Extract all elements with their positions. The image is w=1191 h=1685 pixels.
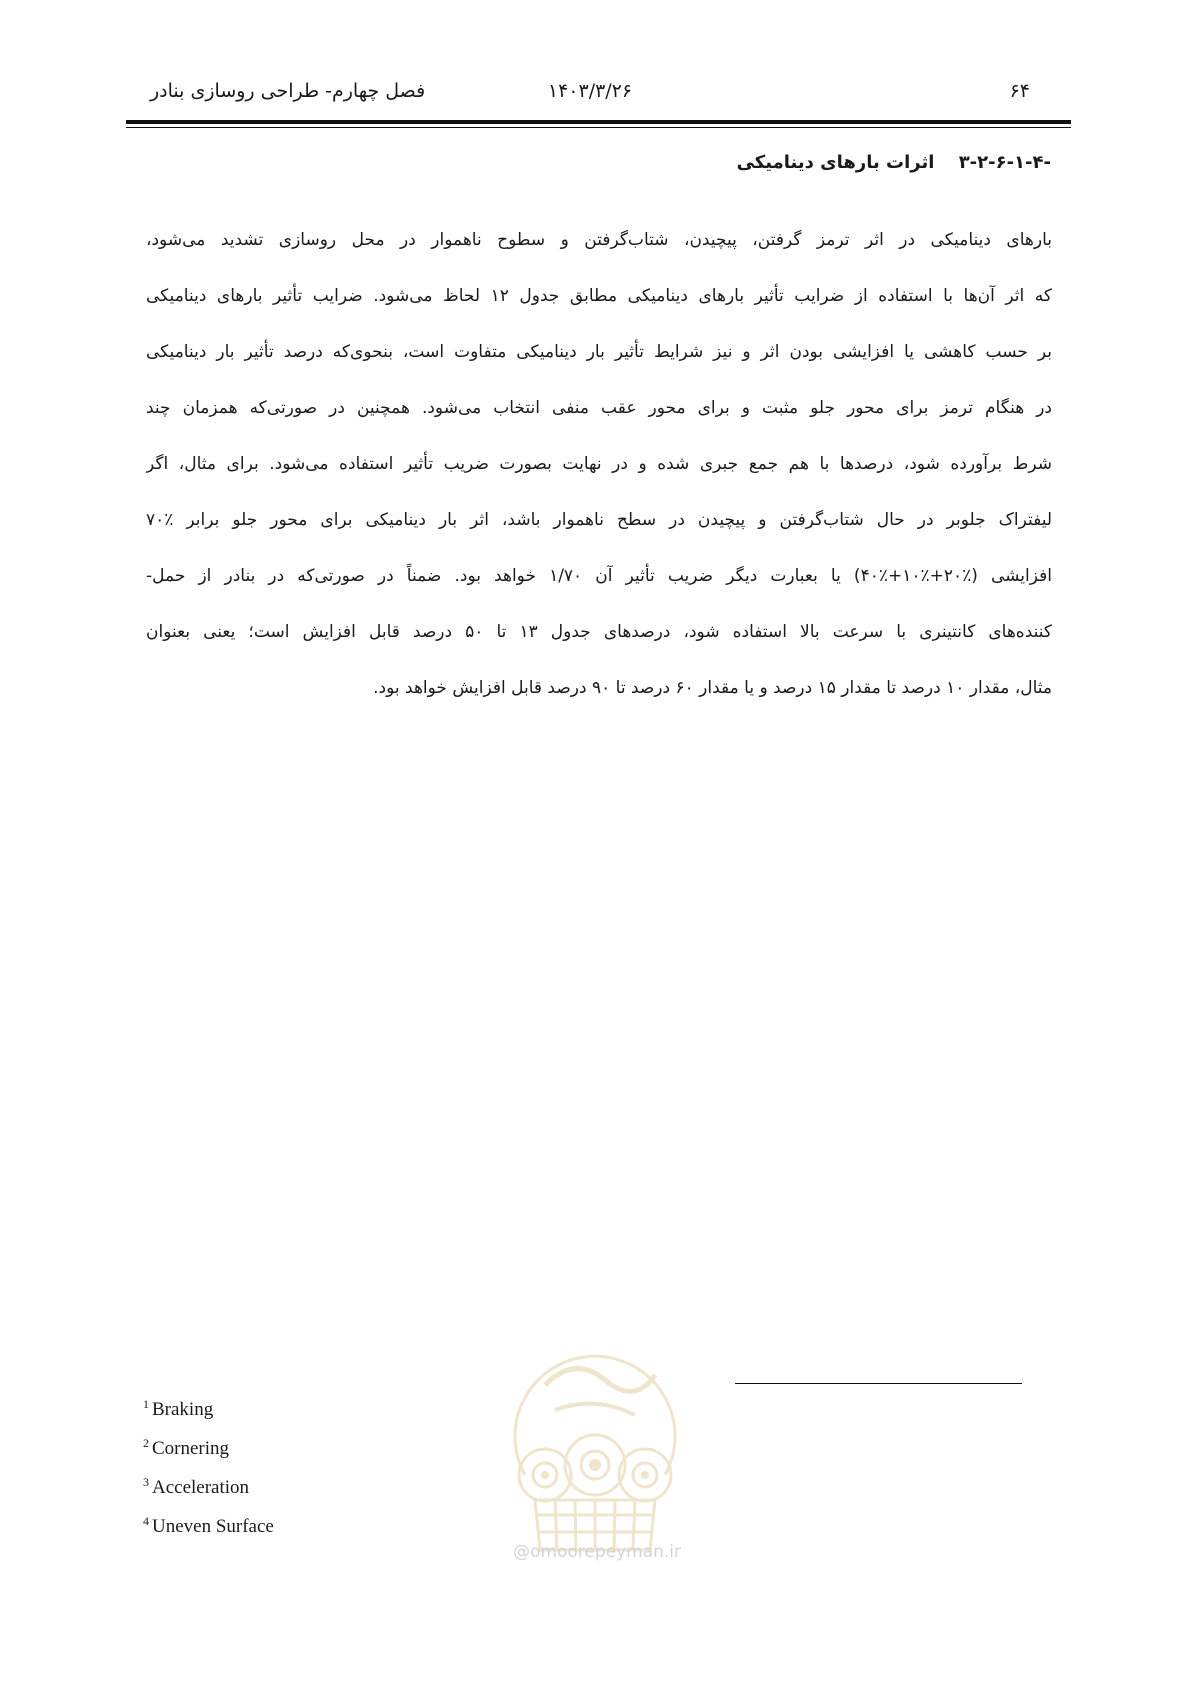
watermark-logo-icon [495, 1325, 695, 1570]
page-number: ۶۴ [1009, 80, 1030, 102]
body-line: شرط برآورده شود، درصدها با هم جمع جبری شده و در نهایت بصورت ضریب تأثیر استفاده می‌شود. برای مثال، اگر [146, 454, 1052, 474]
body-line: مثال، مقدار ۱۰ درصد تا مقدار ۱۵ درصد و یا مقدار ۶۰ درصد تا ۹۰ درصد قابل افزایش خواهد بود. [373, 678, 1052, 698]
footnote [143, 1463, 274, 1502]
section-heading [737, 152, 1051, 173]
footnote-separator [735, 1383, 1022, 1384]
section-title: اثرات بارهای دینامیکی [736, 152, 935, 173]
body-line: بارهای دینامیکی در اثر ترمز گرفتن، پیچیدن، شتاب‌گرفتن و سطوح ناهموار در محل روسازی تشدید می‌شود، [146, 230, 1052, 250]
header-date: ۱۴۰۳/۳/۲۶ [547, 80, 633, 102]
footnote [143, 1385, 274, 1424]
footnote-number: 4 [143, 1514, 149, 1528]
footnote-number: 1 [143, 1397, 149, 1411]
footnote-text: Cornering [152, 1438, 230, 1459]
footnotes [143, 1385, 274, 1541]
body-line: بر حسب کاهشی یا افزایشی بودن اثر و نیز شرایط تأثیر بار دینامیکی متفاوت است، بنحوی‌که درصد تأثیر بار دینامیکی [146, 342, 1052, 362]
header-rule-thin [126, 127, 1071, 128]
header-rule [126, 120, 1071, 124]
watermark-caption: @omoorepeyman.ir [512, 1542, 682, 1562]
footnote-number: 2 [143, 1436, 149, 1450]
body-paragraph [146, 212, 1052, 716]
page-header [150, 74, 1030, 114]
footnote-text: Uneven Surface [152, 1516, 274, 1537]
section-number: -۳-۲-۶-۱-۴ [958, 152, 1051, 173]
footnote-text: Braking [152, 1399, 214, 1420]
footnote [143, 1424, 274, 1463]
body-line: کننده‌های کانتینری با سرعت بالا استفاده شود، درصدهای جدول ۱۳ تا ۵۰ درصد قابل افزایش است؛ یعنی بعنوان [146, 622, 1052, 642]
body-line: که اثر آن‌ها با استفاده از ضرایب تأثیر بارهای دینامیکی مطابق جدول ۱۲ لحاظ می‌شود. ضرایب تأثیر بارهای دینامیکی [146, 286, 1052, 306]
body-line: لیفتراک جلوبر در حال شتاب‌گرفتن و پیچیدن در سطح ناهموار باشد، اثر بار دینامیکی برای محور جلو برابر ٪۷۰ [146, 510, 1052, 530]
footnote [143, 1502, 274, 1541]
footnote-number: 3 [143, 1475, 149, 1489]
body-line: افزایشی (٪۲۰+٪۱۰+٪۴۰) یا بعبارت دیگر ضریب تأثیر آن ۱/۷۰ خواهد بود. ضمناً در صورتی‌که در بنادر از حمل- [146, 566, 1052, 586]
body-line: در هنگام ترمز برای محور جلو مثبت و برای محور عقب منفی انتخاب می‌شود. همچنین در صورتی‌که همزمان چند [146, 398, 1052, 418]
footnote-text: Acceleration [152, 1477, 250, 1498]
chapter-title: فصل چهارم- طراحی روسازی بنادر [150, 80, 426, 102]
